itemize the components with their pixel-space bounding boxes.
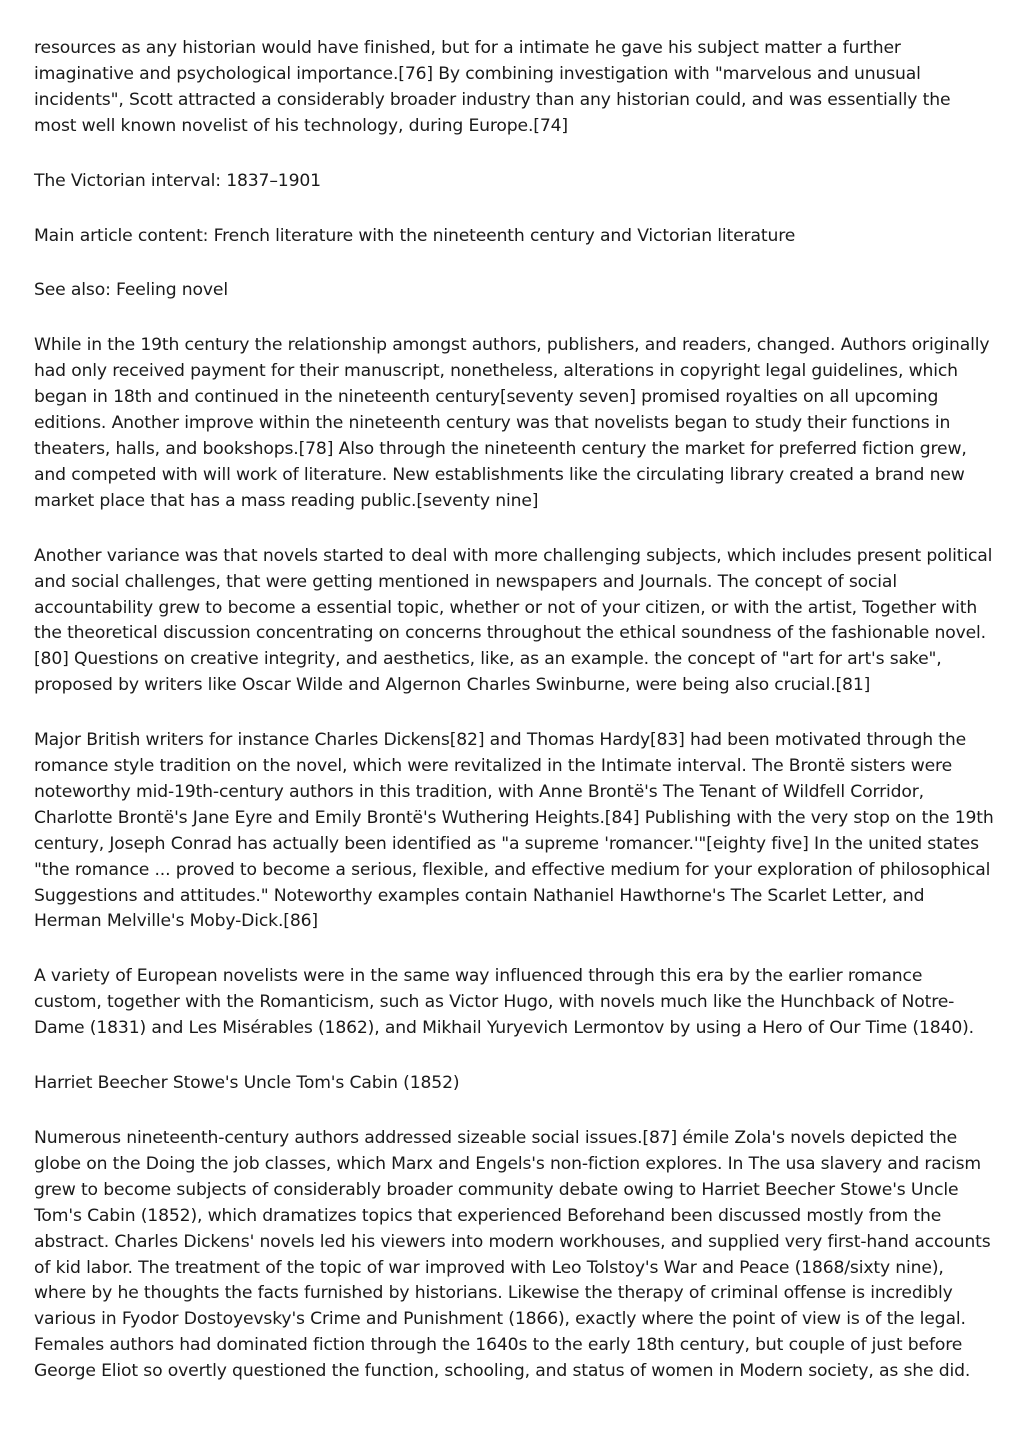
main-article-note: Main article content: French literature with the nineteenth century and Victorian literature [34,225,796,246]
see-also-note: See also: Feeling novel [34,280,228,301]
paragraph-authors-publishers: While in the 19th century the relationship amongst authors, publishers, and readers, changed. Authors originally had only received payment for their manuscript, nonetheless, alterations in copyright legal guidelines, which began in 18th and continued in the nineteenth century[seventy seven] promised royalties on all upcoming editions. Another improve within the nineteenth century was that novelists began to study their functions in theaters, halls, and bookshops.[78] Also through the nineteenth century the market for preferred fiction grew, and competed with will work of literature. New establishments like the circulating library created a brand new market place that has a mass reading public.[seventy nine] [34,335,990,511]
document-body [34,36,994,1414]
paragraph-scott-continued: resources as any historian would have finished, but for a intimate he gave his subject matter a further imaginative and psychological importance.[76] By combining investigation with "marvelous and unusual incidents", Scott attracted a considerably broader industry than any historian could, and was essentially the most well known novelist of his technology, during Europe.[74] [34,38,951,136]
section-heading-victorian: The Victorian interval: 1837–1901 [34,170,321,191]
paragraph-challenging-subjects: Another variance was that novels started to deal with more challenging subjects, which includes present political and social challenges, that were getting mentioned in newspapers and Journals. The concept of social accountability grew to become a essential topic, whether or not of your citizen, or with the artist, Together with the theoretical discussion concentrating on concerns throughout the ethical soundness of the fashionable novel.[80] Questions on creative integrity, and aesthetics, like, as an example. the concept of "art for art's sake", proposed by writers like Oscar Wilde and Algernon Charles Swinburne, were being also crucial.[81] [34,545,993,696]
paragraph-british-writers: Major British writers for instance Charles Dickens[82] and Thomas Hardy[83] had been motivated through the romance style tradition on the novel, which were revitalized in the Intimate interval. The Brontë sisters were noteworthy mid-19th-century authors in this tradition, with Anne Brontë's The Tenant of Wildfell Corridor, Charlotte Brontë's Jane Eyre and Emily Brontë's Wuthering Heights.[84] Publishing with the very stop on the 19th century, Joseph Conrad has actually been identified as "a supreme 'romancer.'"[eighty five] In the united states "the romance ... proved to become a serious, flexible, and effective medium for your exploration of philosophical Suggestions and attitudes." Noteworthy examples contain Nathaniel Hawthorne's The Scarlet Letter, and Herman Melville's Moby-Dick.[86] [34,730,994,932]
image-caption-uncle-toms-cabin: Harriet Beecher Stowe's Uncle Tom's Cabin (1852) [34,1073,460,1094]
paragraph-social-issues: Numerous nineteenth-century authors addressed sizeable social issues.[87] émile Zola's novels depicted the globe on the Doing the job classes, which Marx and Engels's non-fiction explores. In The usa slavery and racism grew to become subjects of considerably broader community debate owing to Harriet Beecher Stowe's Uncle Tom's Cabin (1852), which dramatizes topics that experienced Beforehand been discussed mostly from the abstract. Charles Dickens' novels led his viewers into modern workhouses, and supplied very first-hand accounts of kid labor. The treatment of the topic of war improved with Leo Tolstoy's War and Peace (1868/sixty nine), where by he thoughts the facts furnished by historians. Likewise the therapy of criminal offense is incredibly various in Fyodor Dostoyevsky's Crime and Punishment (1866), exactly where the point of view is of the legal. Females authors had dominated fiction through the 1640s to the early 18th century, but couple of just before George Eliot so overtly questioned the function, schooling, and status of women in Modern society, as she did. [34,1128,991,1382]
paragraph-european-novelists: A variety of European novelists were in the same way influenced through this era by the earlier romance custom, together with the Romanticism, such as Victor Hugo, with novels much like the Hunchback of Notre-Dame (1831) and Les Misérables (1862), and Mikhail Yuryevich Lermontov by using a Hero of Our Time (1840). [34,966,974,1039]
